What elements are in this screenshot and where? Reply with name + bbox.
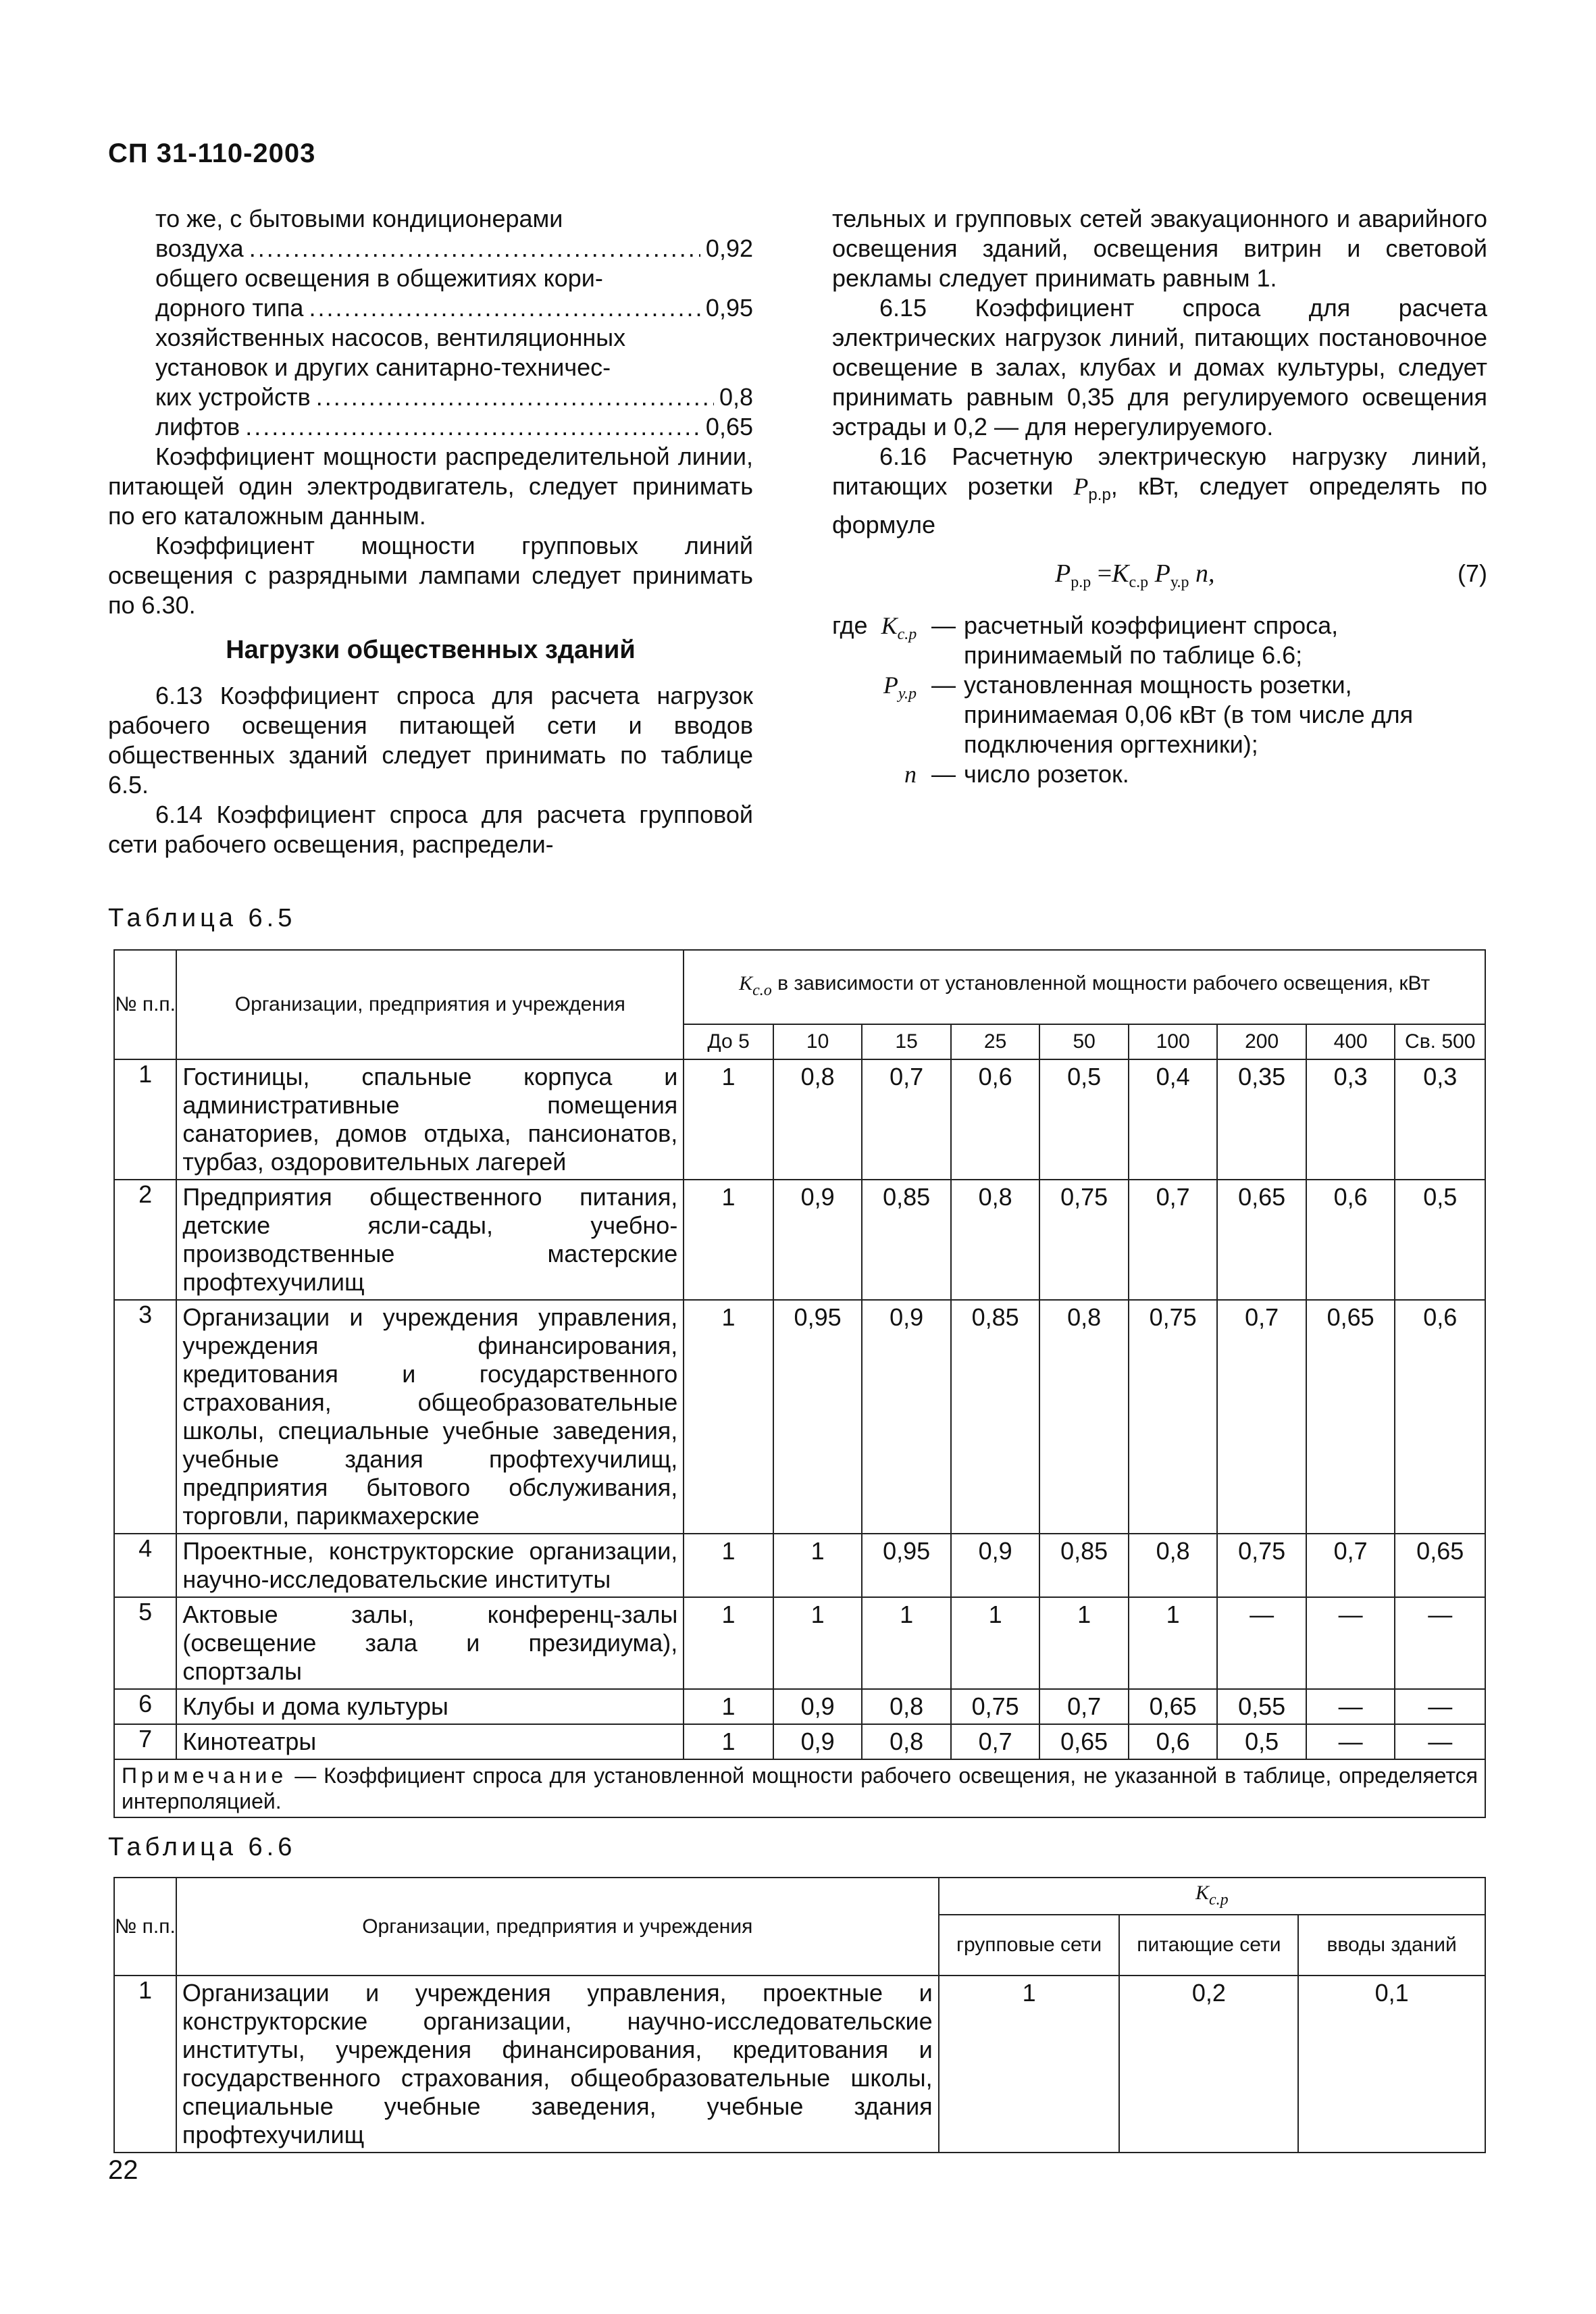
row-coefficient-value: 1 (684, 1300, 773, 1534)
coefficient-list (108, 204, 753, 442)
table-6-5-caption: Таблица 6.5 (108, 904, 297, 932)
table-row (114, 1689, 1485, 1724)
row-coefficient-value: 1 (773, 1534, 863, 1597)
row-coefficient-value: 0,5 (1217, 1724, 1306, 1759)
list-item (108, 412, 753, 442)
row-coefficient-value: 0,6 (1129, 1724, 1218, 1759)
row-number: 6 (114, 1689, 176, 1724)
row-coefficient-value: 0,2 (1119, 1976, 1298, 2153)
table-note: Примечание — Коэффициент спроса для установленной мощности рабочего освещения, не указанной в таблице, определяется интерполяцией. (114, 1759, 1485, 1817)
table-header-row (114, 1878, 1485, 1915)
row-coefficient-value: 0,3 (1306, 1059, 1395, 1180)
left-column (108, 204, 753, 859)
row-coefficient-value: 1 (684, 1180, 773, 1300)
row-organization: Клубы и дома культуры (176, 1689, 684, 1724)
column-header-building-inputs: вводы зданий (1298, 1915, 1485, 1976)
list-item (108, 263, 753, 323)
formula-expression: $P_{р.р} =K_{с.р}$ $P_{у.р}$ n, (1055, 559, 1215, 591)
table-header-row (114, 950, 1485, 1024)
row-coefficient-value: 0,6 (1395, 1300, 1485, 1534)
row-coefficient-value: 0,6 (951, 1059, 1040, 1180)
table-row (114, 1534, 1485, 1597)
row-number: 1 (114, 1976, 176, 2153)
column-header-power: 100 (1129, 1024, 1218, 1059)
row-organization: Предприятия общественного питания, детские ясли-сады, учебно-производственные мастерские профтехучилищ (176, 1180, 684, 1300)
row-number: 5 (114, 1597, 176, 1689)
row-coefficient-value: 0,9 (773, 1689, 863, 1724)
list-item-value: 0,92 (705, 234, 753, 262)
where-label: где (832, 611, 868, 639)
column-header-power: 15 (862, 1024, 951, 1059)
row-organization: Проектные, конструкторские организации, научно-исследовательские институты (176, 1534, 684, 1597)
row-coefficient-value: 0,35 (1217, 1059, 1306, 1180)
row-coefficient-value: — (1395, 1724, 1485, 1759)
row-coefficient-value: — (1217, 1597, 1306, 1689)
column-header-power: 25 (951, 1024, 1040, 1059)
row-coefficient-value: 0,65 (1306, 1300, 1395, 1534)
row-coefficient-value: 0,7 (1306, 1534, 1395, 1597)
list-item (108, 204, 753, 263)
column-header-demand-coefficient: $K_{с.о}$ в зависимости от установленной мощности рабочего освещения, кВт (684, 950, 1485, 1024)
row-coefficient-value: 1 (684, 1059, 773, 1180)
table-row (114, 1597, 1485, 1689)
paragraph-6-14: 6.14 Коэффициент спроса для расчета групповой сети рабочего освещения, распредели- (108, 801, 753, 858)
column-header-group-networks: групповые сети (939, 1915, 1120, 1976)
row-coefficient-value: 0,55 (1217, 1689, 1306, 1724)
row-coefficient-value: 0,95 (773, 1300, 863, 1534)
row-coefficient-value: 0,75 (951, 1689, 1040, 1724)
row-coefficient-value: 0,1 (1298, 1976, 1485, 2153)
list-item-label: дорного типа (155, 294, 304, 322)
column-header-power: 200 (1217, 1024, 1306, 1059)
row-coefficient-value: 0,85 (1039, 1534, 1129, 1597)
row-coefficient-value: — (1306, 1689, 1395, 1724)
column-header-supply-networks: питающие сети (1119, 1915, 1298, 1976)
right-column (832, 204, 1487, 789)
row-coefficient-value: 0,5 (1395, 1180, 1485, 1300)
row-coefficient-value: 0,8 (862, 1724, 951, 1759)
row-number: 1 (114, 1059, 176, 1180)
row-coefficient-value: 0,8 (773, 1059, 863, 1180)
column-header-organization: Организации, предприятия и учреждения (176, 1878, 939, 1976)
row-coefficient-value: 1 (951, 1597, 1040, 1689)
row-number: 2 (114, 1180, 176, 1300)
row-coefficient-value: 0,8 (951, 1180, 1040, 1300)
formula-definitions: где $K_{с.р}$ — расчетный коэффициент спроса, принимаемый по таблице 6.6; $P_{у.р}$ — установленная мощность розетки, принимаемая 0,06 кВт (в том числе для подключения оргтехники); n — число розеток. (832, 611, 1487, 789)
row-coefficient-value: 1 (862, 1597, 951, 1689)
row-number: 7 (114, 1724, 176, 1759)
table-note-row (114, 1759, 1485, 1817)
row-organization: Кинотеатры (176, 1724, 684, 1759)
row-coefficient-value: 0,8 (862, 1689, 951, 1724)
table-row (114, 1300, 1485, 1534)
row-coefficient-value: 1 (684, 1689, 773, 1724)
paragraph-6-15: 6.15 Коэффициент спроса для расчета электрических нагрузок линий, питающих постановочное освещение в залах, клубах и домах культуры, следует принимать равным 0,35 для регулируемого освещения эстрады и 0,2 — для нерегулируемого. (832, 294, 1487, 441)
list-item-value: 0,8 (719, 383, 753, 411)
row-organization: Актовые залы, конференц-залы (освещение зала и президиума), спортзалы (176, 1597, 684, 1689)
list-item-line: общего освещения в общежитиях кори- (155, 264, 603, 292)
list-item-label: ких устройств (155, 383, 311, 411)
section-heading: Нагрузки общественных зданий (226, 636, 636, 664)
row-coefficient-value: 0,5 (1039, 1059, 1129, 1180)
row-coefficient-value: 1 (773, 1597, 863, 1689)
column-header-power: 400 (1306, 1024, 1395, 1059)
table-row (114, 1059, 1485, 1180)
row-number: 4 (114, 1534, 176, 1597)
row-coefficient-value: 0,7 (1129, 1180, 1218, 1300)
row-coefficient-value: 0,85 (862, 1180, 951, 1300)
paragraph-motor-power-factor: Коэффициент мощности распределительной линии, питающей один электродвигатель, следует принимать по его каталожным данным. (108, 443, 753, 530)
column-header-power: 50 (1039, 1024, 1129, 1059)
row-coefficient-value: 0,8 (1129, 1534, 1218, 1597)
column-header-power: Св. 500 (1395, 1024, 1485, 1059)
row-coefficient-value: 0,65 (1217, 1180, 1306, 1300)
paragraph-6-16: 6.16 Расчетную электрическую нагрузку линий, питающих розетки $P_{р.р}$, кВт, следует определять по формуле (832, 443, 1487, 538)
formula-7 (832, 559, 1487, 597)
row-coefficient-value: 0,65 (1395, 1534, 1485, 1597)
row-number: 3 (114, 1300, 176, 1534)
row-coefficient-value: 0,75 (1129, 1300, 1218, 1534)
table-row (114, 1724, 1485, 1759)
row-coefficient-value: — (1395, 1689, 1485, 1724)
column-header-number: № п.п. (114, 1878, 176, 1976)
column-header-organization: Организации, предприятия и учреждения (176, 950, 684, 1059)
row-coefficient-value: 0,3 (1395, 1059, 1485, 1180)
list-item-line: установок и других санитарно-техничес- (155, 353, 611, 381)
row-coefficient-value: 0,65 (1039, 1724, 1129, 1759)
definition-text: установленная мощность розетки, принимаемая 0,06 кВт (в том числе для подключения оргтехники); (964, 671, 1414, 758)
table-6-6-caption: Таблица 6.6 (108, 1833, 297, 1861)
table-row (114, 1976, 1485, 2153)
row-organization: Гостиницы, спальные корпуса и административные помещения санаториев, домов отдыха, пансионатов, турбаз, оздоровительных лагерей (176, 1059, 684, 1180)
row-coefficient-value: 0,75 (1217, 1534, 1306, 1597)
list-item-value: 0,95 (705, 294, 753, 322)
definition-text: число розеток. (964, 760, 1129, 788)
list-item-label: воздуха (155, 234, 244, 262)
row-coefficient-value: 0,9 (773, 1180, 863, 1300)
row-coefficient-value: 1 (1129, 1597, 1218, 1689)
list-item-line: хозяйственных насосов, вентиляционных (155, 324, 626, 351)
row-coefficient-value: — (1306, 1597, 1395, 1689)
row-coefficient-value: 0,8 (1039, 1300, 1129, 1534)
paragraph-6-14-continued: тельных и групповых сетей эвакуационного и аварийного освещения зданий, освещения витрин и световой рекламы следует принимать равным 1. (832, 205, 1487, 292)
row-coefficient-value: 0,9 (773, 1724, 863, 1759)
list-item-label: лифтов (155, 413, 240, 441)
table-row (114, 1180, 1485, 1300)
table-6-5 (113, 949, 1486, 1818)
row-coefficient-value: 1 (684, 1724, 773, 1759)
row-coefficient-value: 0,95 (862, 1534, 951, 1597)
row-coefficient-value: 0,65 (1129, 1689, 1218, 1724)
paragraph-group-lines-power-factor: Коэффициент мощности групповых линий освещения с разрядными лампами следует принимать по 6.30. (108, 532, 753, 619)
paragraph-6-13: 6.13 Коэффициент спроса для расчета нагрузок рабочего освещения питающей сети и вводов общественных зданий следует принимать по таблице 6.5. (108, 682, 753, 799)
row-coefficient-value: 0,9 (951, 1534, 1040, 1597)
list-item-value: 0,65 (705, 413, 753, 441)
row-coefficient-value: 0,9 (862, 1300, 951, 1534)
column-header-power: 10 (773, 1024, 863, 1059)
row-coefficient-value: — (1306, 1724, 1395, 1759)
row-coefficient-value: 0,7 (951, 1724, 1040, 1759)
row-organization: Организации и учреждения управления, учреждения финансирования, кредитования и государственного страхования, общеобразовательные школы, специальные учебные заведения, учебные здания профтехучилищ, предприятия бытового обслуживания, торговли, парикмахерские (176, 1300, 684, 1534)
page-number: 22 (108, 2155, 138, 2185)
definition-text: расчетный коэффициент спроса, принимаемый по таблице 6.6; (964, 611, 1339, 669)
column-header-demand-coefficient: $K_{с.р}$ (939, 1878, 1485, 1915)
list-item-line: то же, с бытовыми кондиционерами (155, 205, 563, 232)
list-item (108, 323, 753, 412)
row-coefficient-value: 0,4 (1129, 1059, 1218, 1180)
formula-number: (7) (1458, 559, 1487, 587)
column-header-number: № п.п. (114, 950, 176, 1059)
row-coefficient-value: 0,7 (1217, 1300, 1306, 1534)
row-organization: Организации и учреждения управления, проектные и конструкторские организации, научно-исследовательские институты, учреждения финансирования, кредитования и государственного страхования, общеобразовательные школы, специальные учебные заведения, учебные здания профтехучилищ (176, 1976, 939, 2153)
table-6-6 (113, 1877, 1486, 2153)
row-coefficient-value: 1 (684, 1597, 773, 1689)
row-coefficient-value: 0,7 (1039, 1689, 1129, 1724)
row-coefficient-value: 0,85 (951, 1300, 1040, 1534)
row-coefficient-value: 1 (1039, 1597, 1129, 1689)
row-coefficient-value: — (1395, 1597, 1485, 1689)
row-coefficient-value: 1 (684, 1534, 773, 1597)
row-coefficient-value: 0,6 (1306, 1180, 1395, 1300)
row-coefficient-value: 0,7 (862, 1059, 951, 1180)
row-coefficient-value: 1 (939, 1976, 1120, 2153)
column-header-power: До 5 (684, 1024, 773, 1059)
row-coefficient-value: 0,75 (1039, 1180, 1129, 1300)
document-code: СП 31-110-2003 (108, 139, 316, 168)
